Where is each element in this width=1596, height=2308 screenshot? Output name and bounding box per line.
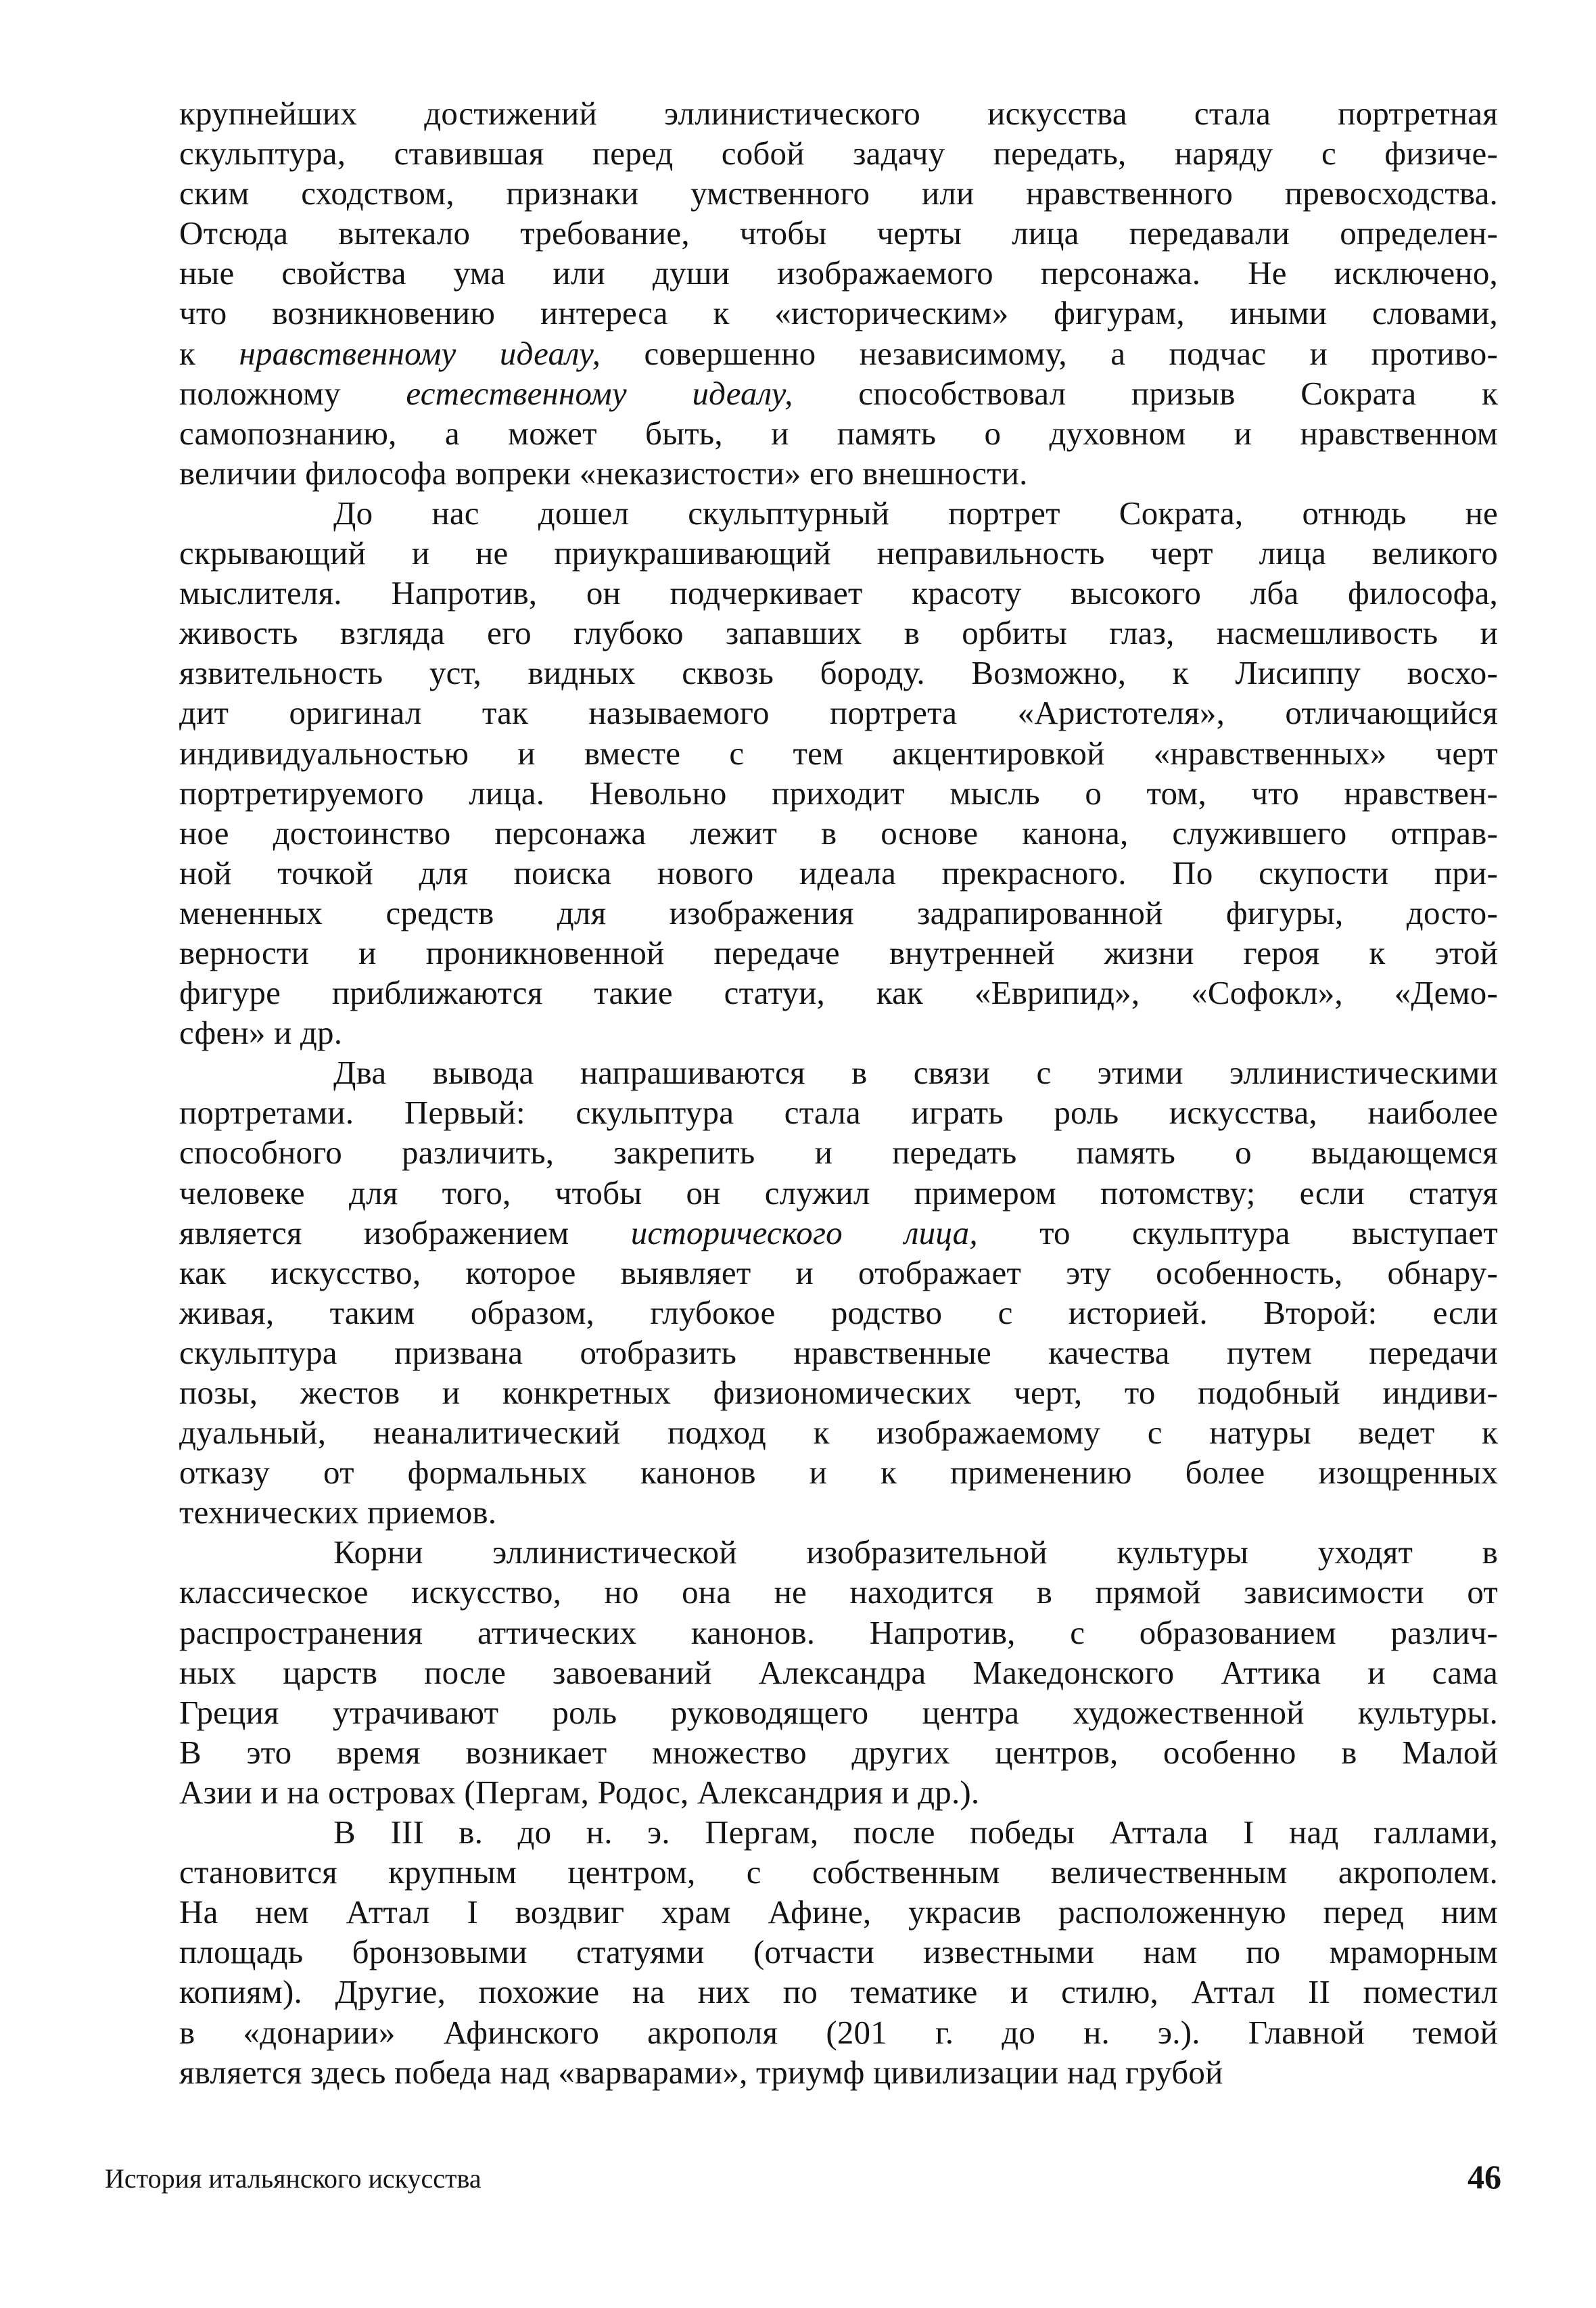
text-line: ским сходством, признаки умственного или нравственного превосходства.	[179, 175, 1498, 212]
text-line: фигуре приближаются такие статуи, как «Еврипид», «Софокл», «Демо-	[179, 974, 1498, 1012]
text-line: классическое искусство, но она не находится в прямой зависимости от	[179, 1573, 1498, 1611]
text-line: в «донарии» Афинского акрополя (201 г. до н. э.). Главной темой	[179, 2013, 1498, 2051]
text-line: ные свойства ума или души изображаемого персонажа. Не исключено,	[179, 254, 1498, 292]
text-line	[179, 373, 1498, 413]
text-line: Отсюда вытекало требование, чтобы черты лица передавали определен-	[179, 214, 1498, 252]
text-line: В это время возникает множество других центров, особенно в Малой	[179, 1733, 1498, 1771]
text-line: отказу от формальных канонов и к применению более изощренных	[179, 1454, 1498, 1492]
page-number: 46	[1468, 2158, 1501, 2196]
text-run: к	[179, 334, 239, 372]
text-line: Греция утрачивают роль руководящего центра художественной культуры.	[179, 1693, 1498, 1731]
italic-phrase: нравственному идеалу,	[239, 334, 601, 372]
text-run: способствовал призыв Сократа к	[793, 374, 1498, 412]
text-line: ное достоинство персонажа лежит в основе канона, служившего отправ-	[179, 814, 1498, 852]
text-line: распространения аттических канонов. Напротив, с образованием различ-	[179, 1613, 1498, 1651]
text-line: способного различить, закрепить и передать память о выдающемся	[179, 1134, 1498, 1172]
text-line: как искусство, которое выявляет и отображает эту особенность, обнару-	[179, 1253, 1498, 1291]
text-line: Два вывода напрашиваются в связи с этими эллинистическими	[333, 1054, 1498, 1092]
text-run: то скульптура выступает	[977, 1214, 1498, 1251]
text-line: технических приемов.	[179, 1494, 497, 1531]
text-line: позы, жестов и конкретных физиономических черт, то подобный индиви-	[179, 1374, 1498, 1411]
text-line: является здесь победа над «варварами», триумф цивилизации над грубой	[179, 2053, 1223, 2091]
text-line: До нас дошел скульптурный портрет Сократа, отнюдь не	[333, 494, 1498, 532]
text-line	[179, 1213, 1498, 1253]
text-line: крупнейших достижений эллинистического искусства стала портретная	[179, 95, 1498, 132]
text-line: что возникновению интереса к «историческим» фигурам, иными словами,	[179, 294, 1498, 332]
text-line: живость взгляда его глубоко запавших в орбиты глаз, насмешливость и	[179, 614, 1498, 652]
text-line: копиям). Другие, похожие на них по тематике и стилю, Аттал II поместил	[179, 1973, 1498, 2011]
text-line: дит оригинал так называемого портрета «Аристотеля», отличающийся	[179, 694, 1498, 732]
text-line: портретируемого лица. Невольно приходит мысль о том, что нравствен-	[179, 774, 1498, 812]
text-line: индивидуальностью и вместе с тем акцентировкой «нравственных» черт	[179, 734, 1498, 772]
text-line: дуальный, неаналитический подход к изображаемому с натуры ведет к	[179, 1414, 1498, 1452]
text-run: совершенно независимому, а подчас и противо-	[601, 334, 1498, 372]
running-footer-title: История итальянского искусства	[105, 2163, 482, 2194]
text-line: величии философа вопреки «неказистости» его внешности.	[179, 454, 1028, 492]
text-line	[179, 333, 1498, 373]
text-line: живая, таким образом, глубокое родство с историей. Второй: если	[179, 1293, 1498, 1331]
text-line: На нем Аттал I воздвиг храм Афине, украсив расположенную перед ним	[179, 1893, 1498, 1931]
text-run: положному	[179, 374, 406, 412]
text-line: Корни эллинистической изобразительной культуры уходят в	[333, 1533, 1498, 1571]
text-line: Азии и на островах (Пергам, Родос, Александрия и др.).	[179, 1773, 980, 1811]
text-line: скульптура призвана отобразить нравственные качества путем передачи	[179, 1333, 1498, 1371]
text-line: язвительность уст, видных сквозь бороду. Возможно, к Лисиппу восхо-	[179, 654, 1498, 692]
text-line: скрывающий и не приукрашивающий неправильность черт лица великого	[179, 534, 1498, 572]
text-line: самопознанию, а может быть, и память о духовном и нравственном	[179, 414, 1498, 452]
text-line: верности и проникновенной передаче внутренней жизни героя к этой	[179, 933, 1498, 971]
text-run: является изображением	[179, 1214, 631, 1251]
text-line: портретами. Первый: скульптура стала играть роль искусства, наиболее	[179, 1094, 1498, 1132]
text-line: скульптура, ставившая перед собой задачу передать, наряду с физиче-	[179, 135, 1498, 172]
body-text	[179, 93, 1498, 2092]
text-line: сфен» и др.	[179, 1014, 343, 1052]
text-line: человеке для того, чтобы он служил примером потомству; если статуя	[179, 1174, 1498, 1211]
text-line: площадь бронзовыми статуями (отчасти известными нам по мраморным	[179, 1933, 1498, 1971]
text-line: ных царств после завоеваний Александра Македонского Аттика и сама	[179, 1653, 1498, 1691]
text-line: мыслителя. Напротив, он подчеркивает красоту высокого лба философа,	[179, 574, 1498, 612]
text-line: мененных средств для изображения задрапированной фигуры, досто-	[179, 894, 1498, 931]
italic-phrase: исторического лица,	[630, 1214, 978, 1251]
text-line: становится крупным центром, с собственным величественным акрополем.	[179, 1853, 1498, 1891]
text-line: В III в. до н. э. Пергам, после победы Аттала I над галлами,	[333, 1814, 1498, 1851]
italic-phrase: естественному идеалу,	[406, 374, 793, 412]
text-line: ной точкой для поиска нового идеала прекрасного. По скупости при-	[179, 854, 1498, 892]
